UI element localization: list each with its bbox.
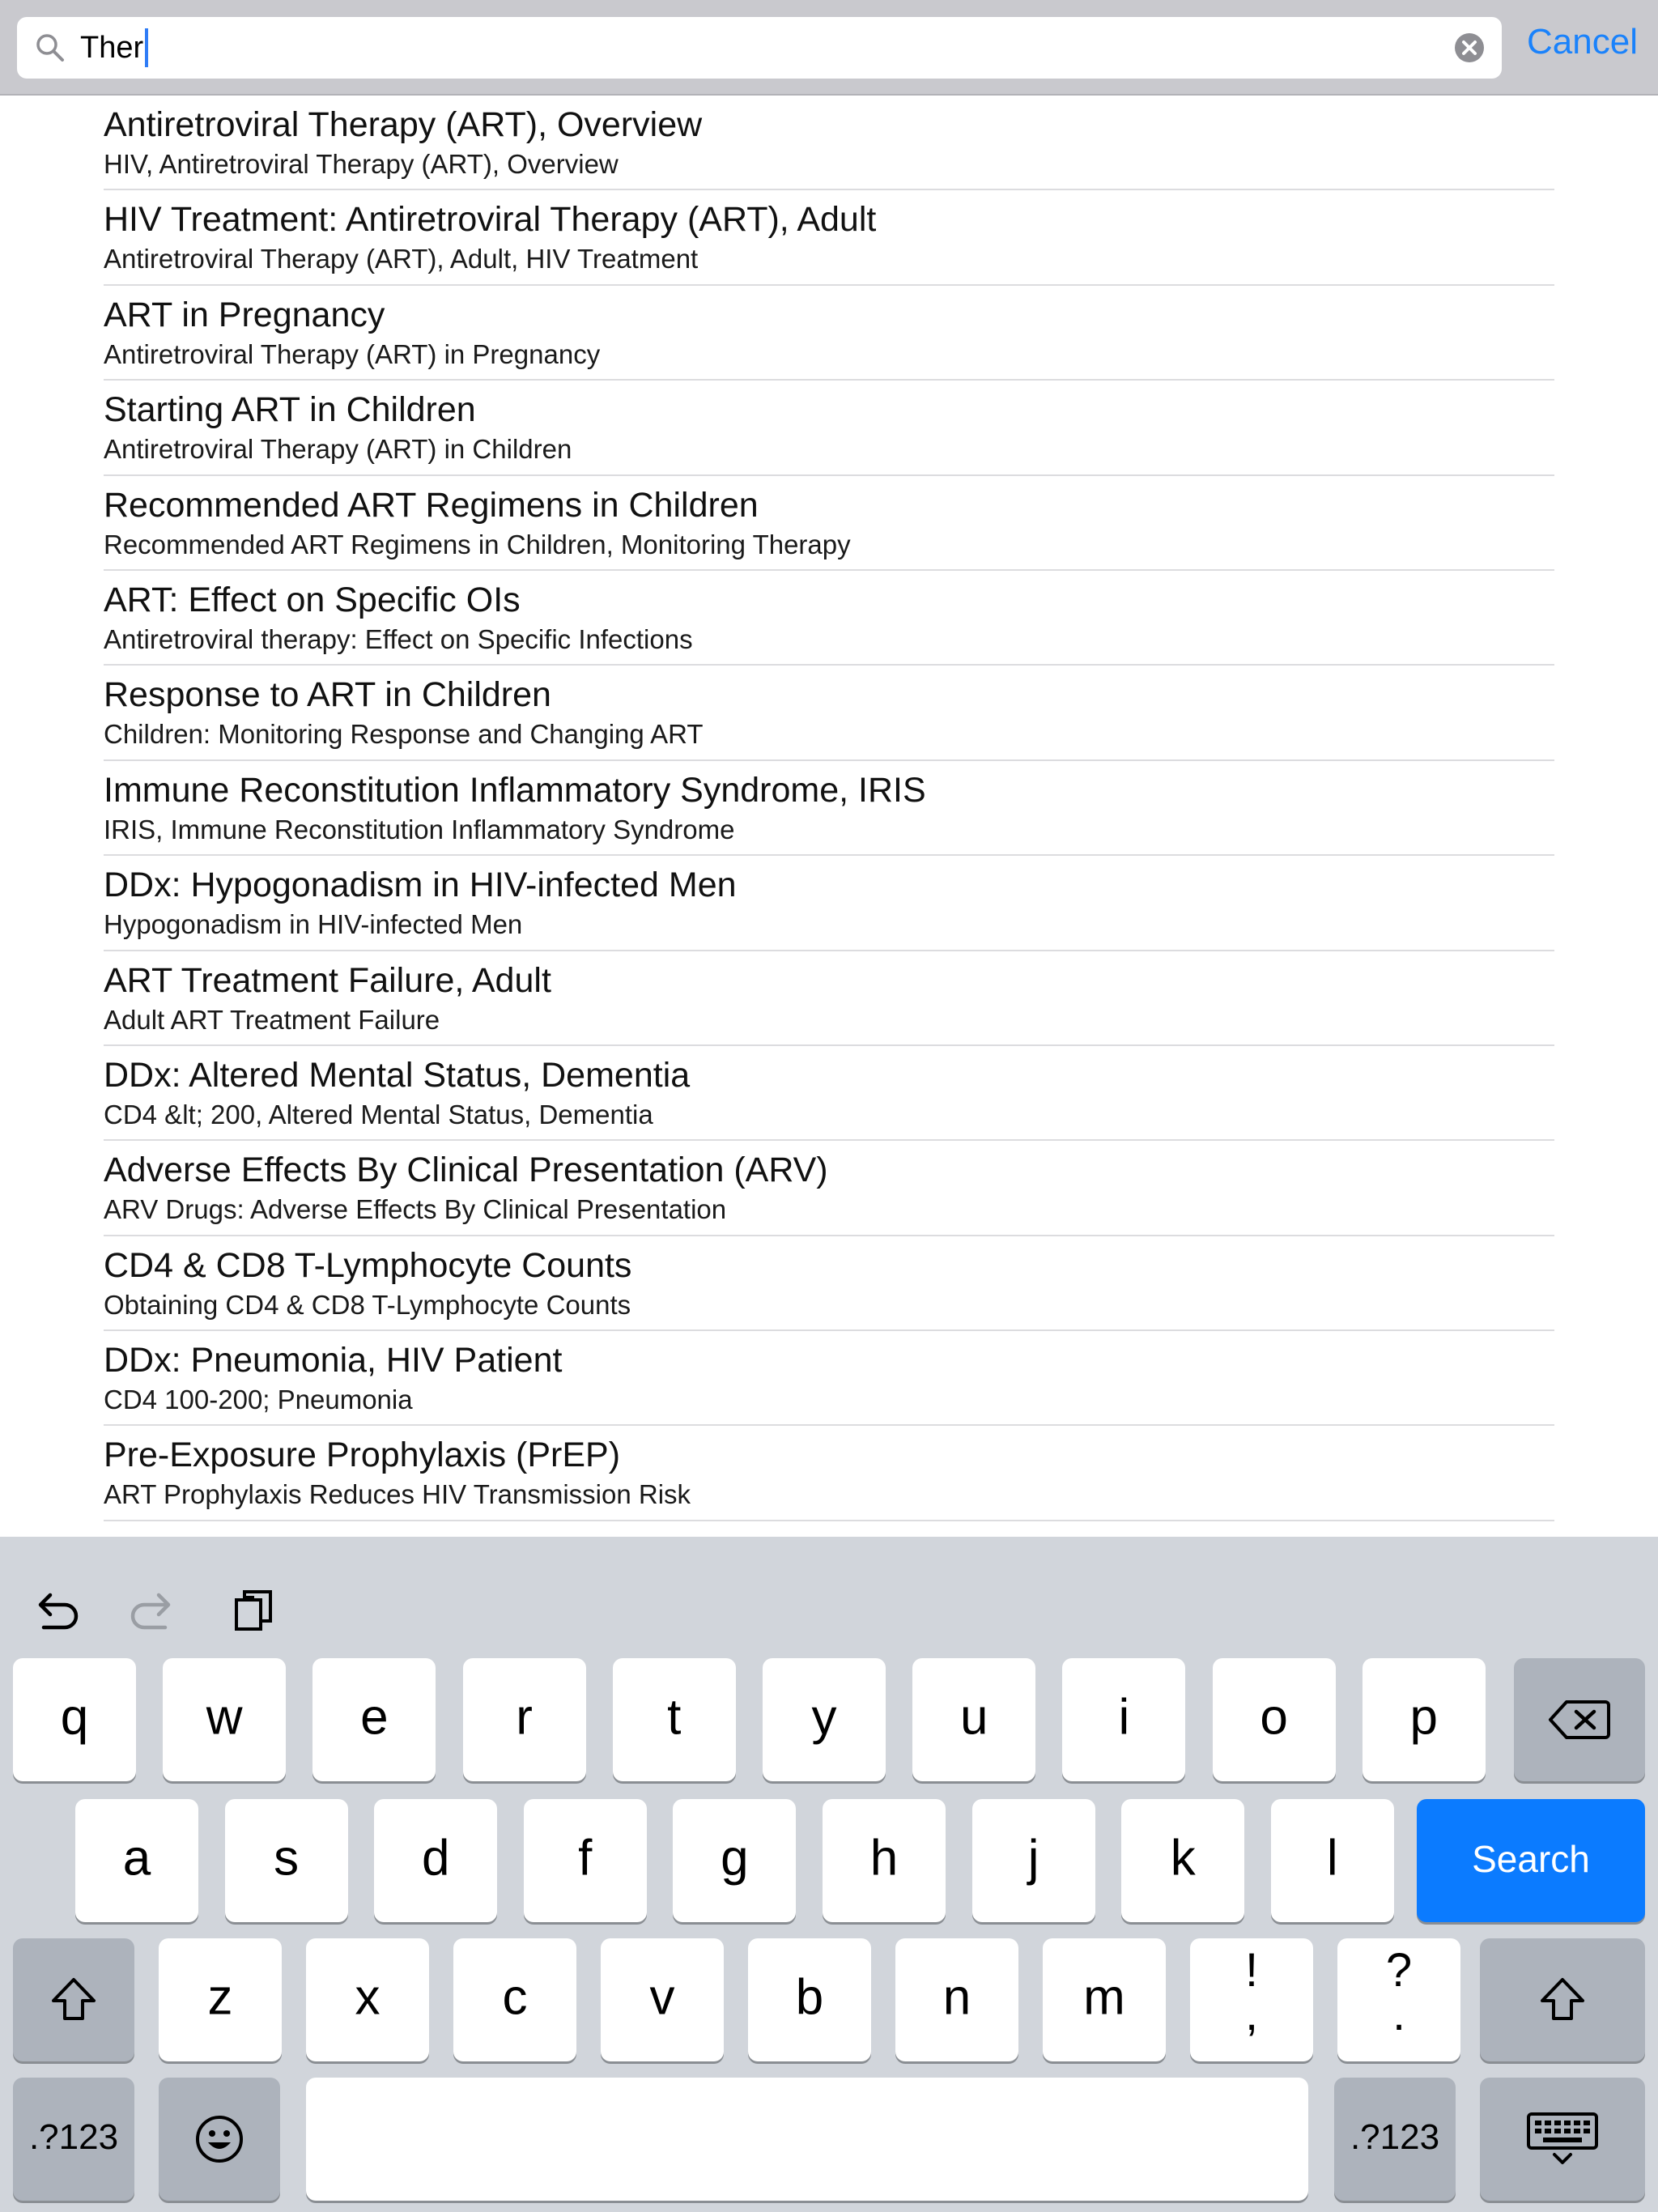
key-exclamation-comma[interactable] <box>1190 1938 1313 2061</box>
key-label: c <box>502 1969 528 2026</box>
key-label: x <box>355 1969 380 2026</box>
dismiss-keyboard-key[interactable] <box>1480 2078 1645 2201</box>
key-l[interactable] <box>1271 1799 1394 1922</box>
key-p[interactable] <box>1363 1658 1486 1781</box>
result-row[interactable] <box>104 1236 1554 1331</box>
key-label: r <box>516 1689 533 1746</box>
key-g[interactable] <box>673 1799 796 1922</box>
redo-icon[interactable] <box>125 1580 183 1639</box>
key-label: .?123 <box>1350 2117 1440 2157</box>
key-q[interactable] <box>13 1658 136 1781</box>
on-screen-keyboard <box>0 1537 1658 2212</box>
result-subtitle: Antiretroviral therapy: Effect on Specific Infections <box>104 623 693 654</box>
key-o[interactable] <box>1213 1658 1336 1781</box>
result-subtitle: CD4 &lt; 200, Altered Mental Status, Dementia <box>104 1099 653 1129</box>
key-v[interactable] <box>601 1938 724 2061</box>
key-label: l <box>1326 1830 1338 1887</box>
result-subtitle: Adult ART Treatment Failure <box>104 1004 440 1035</box>
key-label: .?123 <box>28 2117 119 2157</box>
key-m[interactable] <box>1043 1938 1166 2061</box>
key-i[interactable] <box>1062 1658 1185 1781</box>
result-title: Antiretroviral Therapy (ART), Overview <box>104 105 703 144</box>
result-row[interactable] <box>104 1046 1554 1141</box>
key-z[interactable] <box>159 1938 282 2061</box>
result-title: ART Treatment Failure, Adult <box>104 960 551 1000</box>
key-e[interactable] <box>312 1658 436 1781</box>
result-row[interactable] <box>104 951 1554 1046</box>
shift-key-left[interactable] <box>13 1938 134 2061</box>
backspace-icon <box>1547 1697 1612 1742</box>
key-label: i <box>1118 1689 1130 1746</box>
result-row[interactable] <box>104 1141 1554 1236</box>
result-title: Recommended ART Regimens in Children <box>104 485 759 525</box>
key-c[interactable] <box>453 1938 576 2061</box>
key-label: j <box>1027 1830 1039 1887</box>
text-cursor <box>145 28 148 67</box>
result-row[interactable] <box>104 1426 1554 1521</box>
key-label: m <box>1083 1969 1125 2026</box>
clear-icon[interactable] <box>1453 32 1486 64</box>
shift-icon <box>49 1975 99 2025</box>
emoji-key[interactable] <box>159 2078 280 2201</box>
key-f[interactable] <box>524 1799 647 1922</box>
shift-key-right[interactable] <box>1480 1938 1645 2061</box>
result-subtitle: Children: Monitoring Response and Changing ART <box>104 719 704 750</box>
space-bar[interactable] <box>306 2078 1308 2201</box>
key-label: g <box>721 1830 749 1887</box>
key-label: b <box>795 1969 824 2026</box>
search-key[interactable] <box>1417 1799 1645 1922</box>
result-row[interactable] <box>104 476 1554 571</box>
key-h[interactable] <box>823 1799 946 1922</box>
key-n[interactable] <box>895 1938 1018 2061</box>
key-label: w <box>206 1689 243 1746</box>
result-subtitle: IRIS, Immune Reconstitution Inflammatory Syndrome <box>104 814 735 844</box>
result-title: ART: Effect on Specific OIs <box>104 580 521 619</box>
key-label: p <box>1409 1689 1439 1746</box>
result-subtitle: CD4 100-200; Pneumonia <box>104 1385 413 1415</box>
result-title: DDx: Altered Mental Status, Dementia <box>104 1055 691 1095</box>
key-label: s <box>274 1830 300 1887</box>
key-a[interactable] <box>75 1799 198 1922</box>
key-d[interactable] <box>374 1799 497 1922</box>
search-input[interactable]: Ther <box>80 31 144 65</box>
result-title: HIV Treatment: Antiretroviral Therapy (ART), Adult <box>104 200 877 240</box>
shift-icon <box>1537 1975 1588 2025</box>
result-subtitle: ARV Drugs: Adverse Effects By Clinical Presentation <box>104 1194 727 1225</box>
key-y[interactable] <box>763 1658 886 1781</box>
key-label: f <box>578 1830 593 1887</box>
key-label-top: ? <box>1385 1944 1413 1997</box>
key-label: e <box>360 1689 389 1746</box>
result-row[interactable] <box>104 286 1554 381</box>
key-label: v <box>649 1969 675 2026</box>
results-list <box>0 96 1658 1537</box>
result-subtitle: Obtaining CD4 & CD8 T-Lymphocyte Counts <box>104 1289 631 1320</box>
key-label: h <box>869 1830 899 1887</box>
key-label: t <box>667 1689 682 1746</box>
key-u[interactable] <box>912 1658 1035 1781</box>
key-label: q <box>60 1689 89 1746</box>
key-label-top: ! <box>1244 1944 1259 1997</box>
result-title: Adverse Effects By Clinical Presentation (ARV) <box>104 1151 828 1190</box>
key-label: Search <box>1472 1837 1590 1880</box>
key-question-period[interactable] <box>1337 1938 1460 2061</box>
result-subtitle: Hypogonadism in HIV-infected Men <box>104 909 523 940</box>
result-subtitle: HIV, Antiretroviral Therapy (ART), Overview <box>104 149 619 179</box>
search-header <box>0 0 1658 96</box>
key-label: u <box>959 1689 988 1746</box>
result-row[interactable] <box>104 1331 1554 1426</box>
key-label: d <box>421 1830 450 1887</box>
key-label: y <box>811 1689 837 1746</box>
key-label: a <box>122 1830 151 1887</box>
result-title: CD4 & CD8 T-Lymphocyte Counts <box>104 1245 632 1285</box>
key-s[interactable] <box>225 1799 348 1922</box>
clipboard-icon[interactable] <box>225 1580 283 1639</box>
result-title: Response to ART in Children <box>104 675 551 715</box>
numbers-key-left[interactable] <box>13 2078 134 2201</box>
key-x[interactable] <box>306 1938 429 2061</box>
key-j[interactable] <box>972 1799 1095 1922</box>
result-subtitle: Recommended ART Regimens in Children, Monitoring Therapy <box>104 529 851 559</box>
backspace-key[interactable] <box>1514 1658 1645 1781</box>
result-title: Pre-Exposure Prophylaxis (PrEP) <box>104 1436 621 1475</box>
key-label: n <box>942 1969 971 2026</box>
emoji-icon <box>193 2113 245 2165</box>
result-title: DDx: Hypogonadism in HIV-infected Men <box>104 866 737 905</box>
result-row[interactable] <box>104 856 1554 951</box>
key-k[interactable] <box>1121 1799 1244 1922</box>
key-r[interactable] <box>463 1658 586 1781</box>
cancel-button[interactable]: Cancel <box>1527 22 1638 62</box>
result-row[interactable] <box>104 190 1554 285</box>
result-row[interactable] <box>104 381 1554 475</box>
key-w[interactable] <box>163 1658 286 1781</box>
result-title: Immune Reconstitution Inflammatory Syndrome, IRIS <box>104 770 926 810</box>
result-title: DDx: Pneumonia, HIV Patient <box>104 1341 563 1380</box>
result-row[interactable] <box>104 571 1554 666</box>
key-b[interactable] <box>748 1938 871 2061</box>
undo-icon[interactable] <box>26 1580 84 1639</box>
result-subtitle: ART Prophylaxis Reduces HIV Transmission Risk <box>104 1479 691 1510</box>
result-subtitle: Antiretroviral Therapy (ART), Adult, HIV Treatment <box>104 244 699 274</box>
result-row[interactable] <box>104 666 1554 760</box>
key-label-bottom: , <box>1244 1988 1259 2040</box>
key-label: z <box>207 1969 233 2026</box>
key-t[interactable] <box>613 1658 736 1781</box>
keyboard-dismiss-icon <box>1525 2111 1600 2167</box>
result-subtitle: Antiretroviral Therapy (ART) in Pregnancy <box>104 338 601 369</box>
key-label-bottom: . <box>1392 1988 1406 2040</box>
result-title: ART in Pregnancy <box>104 295 385 334</box>
key-label: o <box>1260 1689 1288 1746</box>
result-row[interactable] <box>104 761 1554 856</box>
numbers-key-right[interactable] <box>1334 2078 1456 2201</box>
search-icon <box>35 32 66 63</box>
result-subtitle: Antiretroviral Therapy (ART) in Children <box>104 434 572 465</box>
key-label: k <box>1170 1830 1196 1887</box>
search-field[interactable] <box>17 17 1502 79</box>
result-row[interactable] <box>104 96 1554 190</box>
result-title: Starting ART in Children <box>104 390 476 430</box>
